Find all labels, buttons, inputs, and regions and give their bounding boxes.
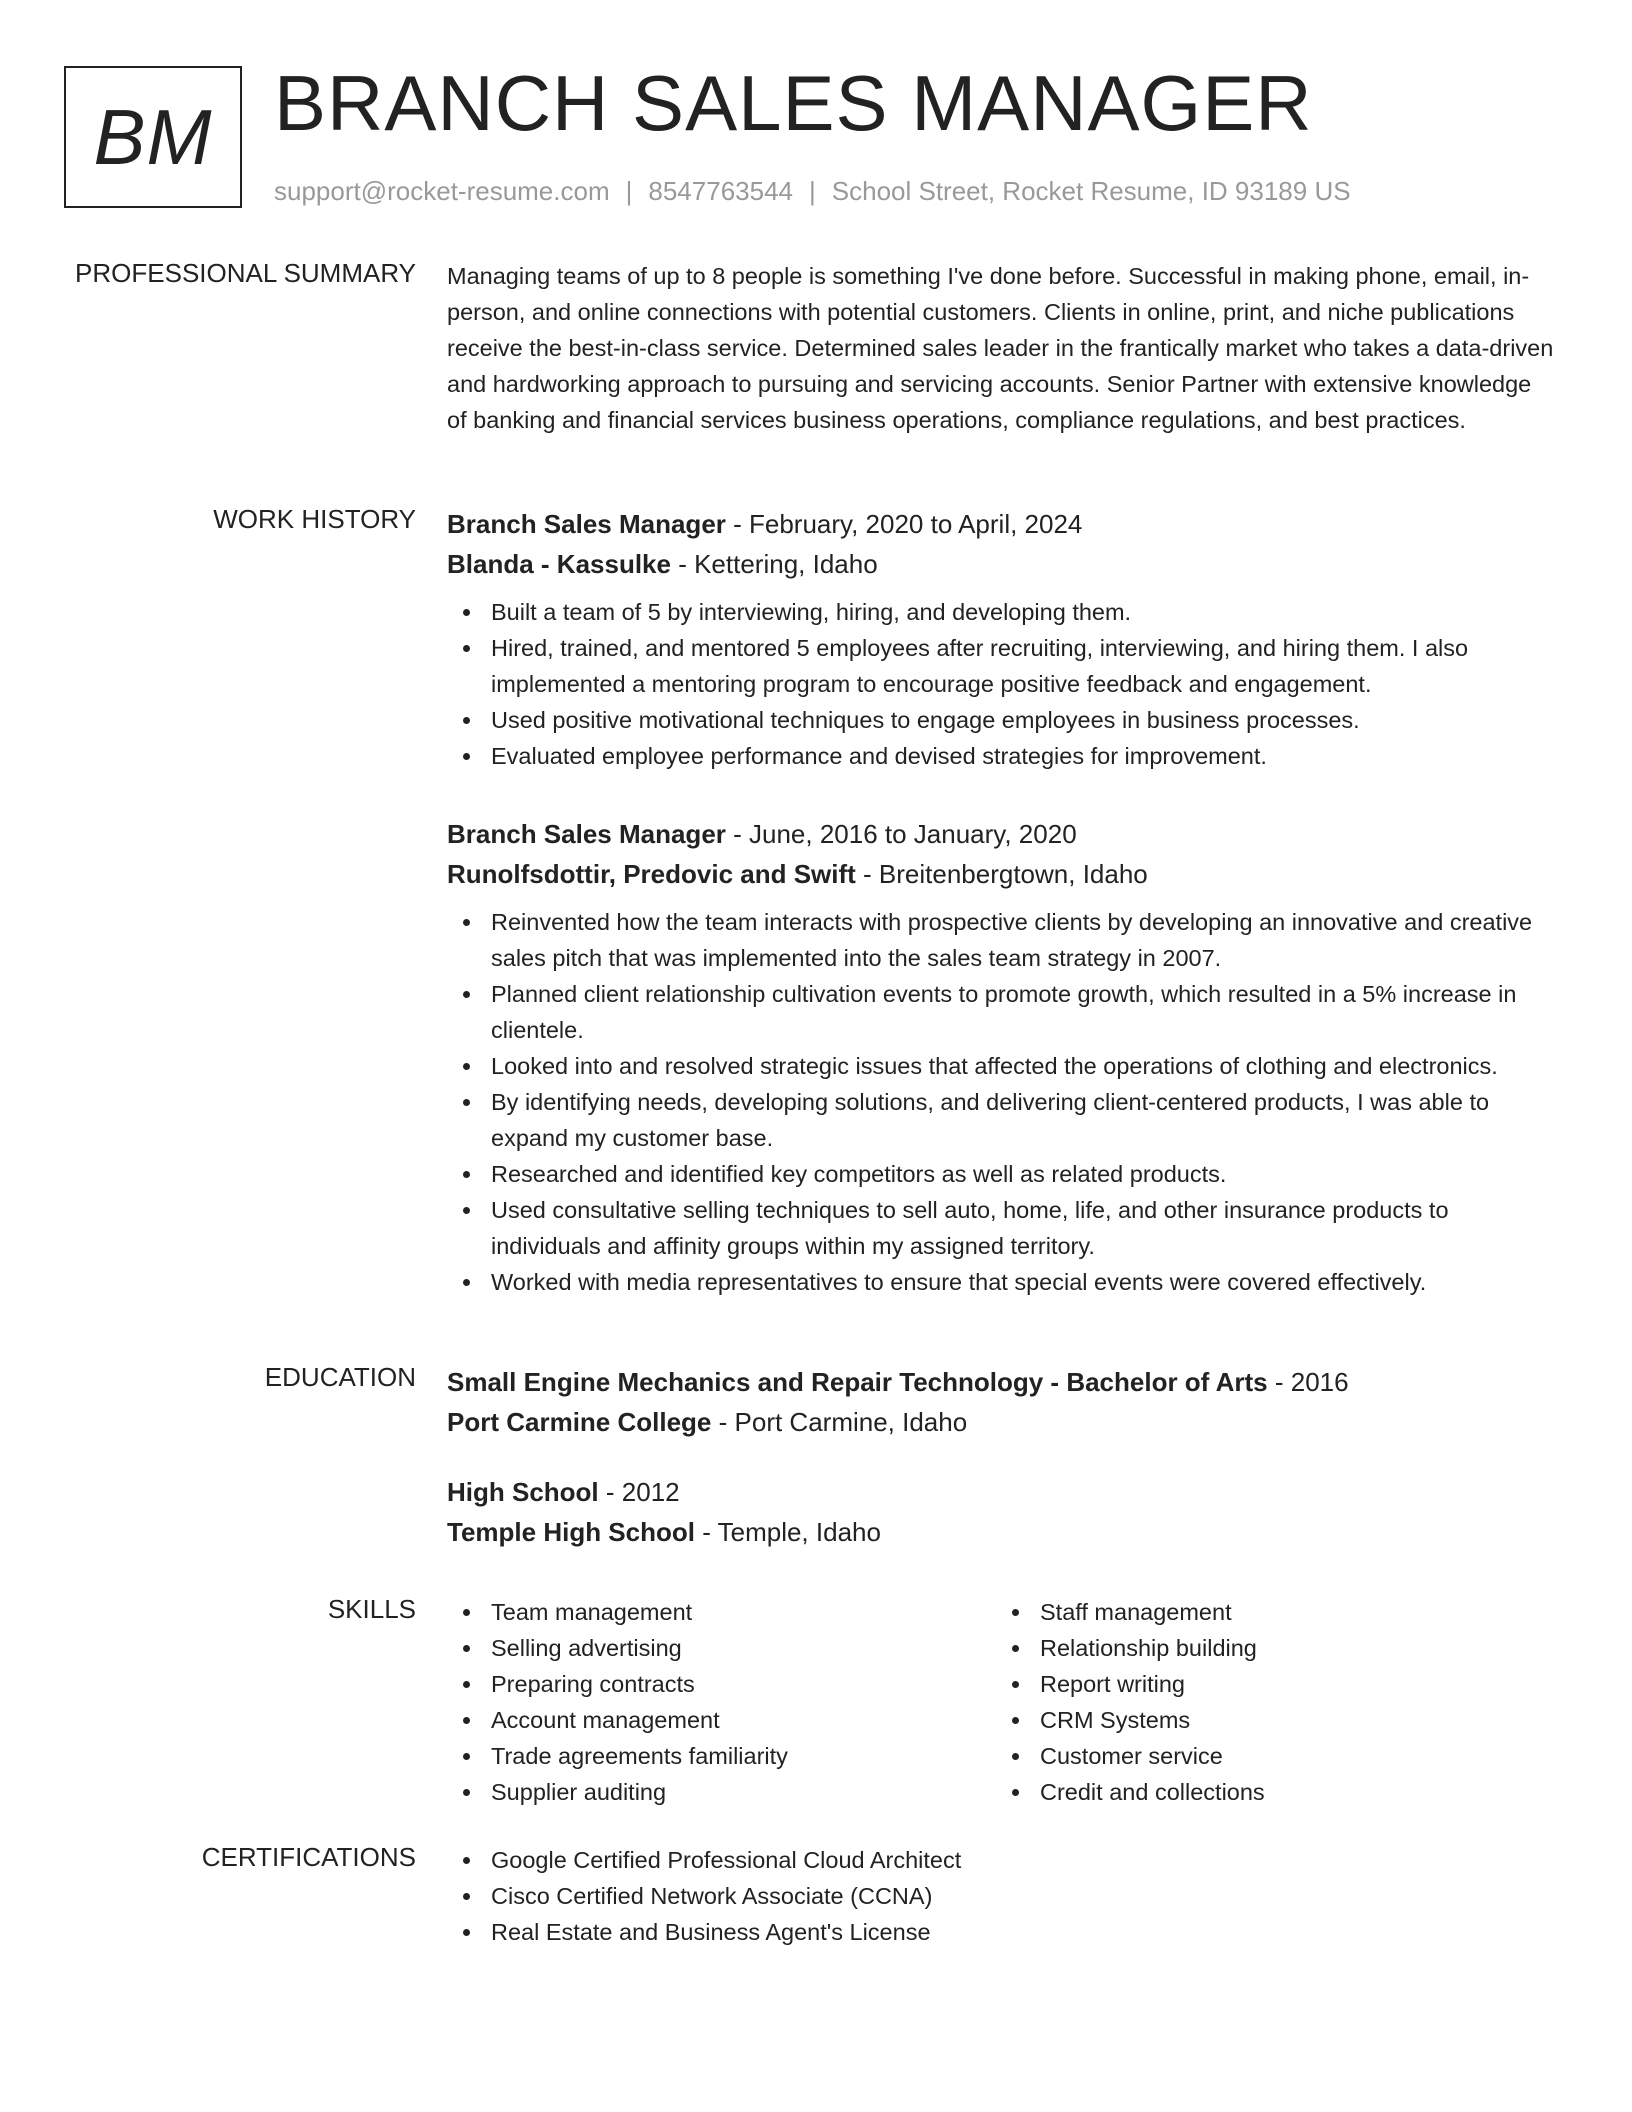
skills-grid bbox=[447, 1594, 1557, 1810]
email-text: support@rocket-resume.com bbox=[274, 176, 610, 206]
job-bullets bbox=[447, 594, 1557, 774]
skill-item: CRM Systems bbox=[996, 1702, 1545, 1738]
job-dates: - June, 2016 to January, 2020 bbox=[725, 819, 1077, 849]
degree-line bbox=[447, 1362, 1557, 1402]
skill-item: Relationship building bbox=[996, 1630, 1545, 1666]
skills-list-left bbox=[447, 1594, 996, 1810]
degree-line bbox=[447, 1472, 1557, 1512]
certification-item: Real Estate and Business Agent's License bbox=[447, 1914, 1557, 1950]
school-location: - Temple, Idaho bbox=[694, 1517, 881, 1547]
school-location: - Port Carmine, Idaho bbox=[711, 1407, 968, 1437]
section-title-skills: SKILLS bbox=[327, 1594, 416, 1624]
skill-item: Report writing bbox=[996, 1666, 1545, 1702]
job-location: - Breitenbergtown, Idaho bbox=[855, 859, 1148, 889]
address-text: School Street, Rocket Resume, ID 93189 US bbox=[831, 176, 1351, 206]
list-item: Planned client relationship cultivation events to promote growth, which resulted in a 5% increase in clientele. bbox=[447, 976, 1557, 1048]
section-title-work: WORK HISTORY bbox=[213, 504, 416, 534]
section-title-certifications: CERTIFICATIONS bbox=[201, 1842, 416, 1872]
skill-item: Trade agreements familiarity bbox=[447, 1738, 996, 1774]
school-line bbox=[447, 1402, 1557, 1442]
skill-item: Account management bbox=[447, 1702, 996, 1738]
list-item: Used positive motivational techniques to engage employees in business processes. bbox=[447, 702, 1557, 738]
job-entry bbox=[447, 814, 1557, 1300]
degree-name: High School bbox=[447, 1477, 599, 1507]
list-item: Reinvented how the team interacts with prospective clients by developing an innovative and creative sales pitch that was implemented into the sales team strategy in 2007. bbox=[447, 904, 1557, 976]
list-item: Built a team of 5 by interviewing, hiring, and developing them. bbox=[447, 594, 1557, 630]
contact-line bbox=[274, 176, 1351, 207]
job-role: Branch Sales Manager bbox=[447, 819, 726, 849]
job-company: Runolfsdottir, Predovic and Swift bbox=[447, 859, 856, 889]
school-name: Port Carmine College bbox=[447, 1407, 712, 1437]
skill-item: Credit and collections bbox=[996, 1774, 1545, 1810]
skill-item: Staff management bbox=[996, 1594, 1545, 1630]
certification-item: Google Certified Professional Cloud Architect bbox=[447, 1842, 1557, 1878]
degree-name: Small Engine Mechanics and Repair Technology - Bachelor of Arts bbox=[447, 1367, 1268, 1397]
job-company-line bbox=[447, 544, 1557, 584]
job-title-line bbox=[447, 504, 1557, 544]
list-item: Worked with media representatives to ensure that special events were covered effectively. bbox=[447, 1264, 1557, 1300]
job-dates: - February, 2020 to April, 2024 bbox=[725, 509, 1083, 539]
job-bullets bbox=[447, 904, 1557, 1300]
job-entry bbox=[447, 504, 1557, 774]
skill-item: Preparing contracts bbox=[447, 1666, 996, 1702]
skills-list-right bbox=[996, 1594, 1545, 1810]
job-company-line bbox=[447, 854, 1557, 894]
degree-year: - 2012 bbox=[598, 1477, 680, 1507]
job-location: - Kettering, Idaho bbox=[670, 549, 878, 579]
section-title-summary: PROFESSIONAL SUMMARY bbox=[75, 258, 416, 288]
summary-text: Managing teams of up to 8 people is something I've done before. Successful in making phone, email, in-person, and online connections with potential customers. Clients in online, print, and niche publications receive the best-in-class service. Determined sales leader in the frantically market who takes a data-driven and hardworking approach to pursuing and servicing accounts. Senior Partner with extensive knowledge of banking and financial services business operations, compliance regulations, and best practices. bbox=[447, 263, 1554, 433]
contact-separator: | bbox=[809, 176, 816, 206]
job-company: Blanda - Kassulke bbox=[447, 549, 671, 579]
list-item: Used consultative selling techniques to sell auto, home, life, and other insurance products to individuals and affinity groups within my assigned territory. bbox=[447, 1192, 1557, 1264]
skill-item: Team management bbox=[447, 1594, 996, 1630]
skill-item: Customer service bbox=[996, 1738, 1545, 1774]
education-entry bbox=[447, 1362, 1557, 1442]
education-entry bbox=[447, 1472, 1557, 1552]
job-title-line bbox=[447, 814, 1557, 854]
list-item: By identifying needs, developing solutions, and delivering client-centered products, I was able to expand my customer base. bbox=[447, 1084, 1557, 1156]
school-name: Temple High School bbox=[447, 1517, 695, 1547]
page-title: BRANCH SALES MANAGER bbox=[274, 59, 1313, 147]
degree-year: - 2016 bbox=[1267, 1367, 1349, 1397]
list-item: Researched and identified key competitors as well as related products. bbox=[447, 1156, 1557, 1192]
skill-item: Selling advertising bbox=[447, 1630, 996, 1666]
contact-separator: | bbox=[625, 176, 633, 206]
school-line bbox=[447, 1512, 1557, 1552]
job-role: Branch Sales Manager bbox=[447, 509, 726, 539]
section-title-education: EDUCATION bbox=[264, 1362, 416, 1392]
monogram-logo: BM bbox=[64, 66, 242, 208]
skill-item: Supplier auditing bbox=[447, 1774, 996, 1810]
list-item: Hired, trained, and mentored 5 employees after recruiting, interviewing, and hiring them. I also implemented a mentoring program to encourage positive feedback and engagement. bbox=[447, 630, 1557, 702]
list-item: Looked into and resolved strategic issues that affected the operations of clothing and electronics. bbox=[447, 1048, 1557, 1084]
phone-text: 8547763544 bbox=[648, 176, 793, 206]
list-item: Evaluated employee performance and devised strategies for improvement. bbox=[447, 738, 1557, 774]
certifications-list bbox=[447, 1842, 1557, 1950]
certification-item: Cisco Certified Network Associate (CCNA) bbox=[447, 1878, 1557, 1914]
